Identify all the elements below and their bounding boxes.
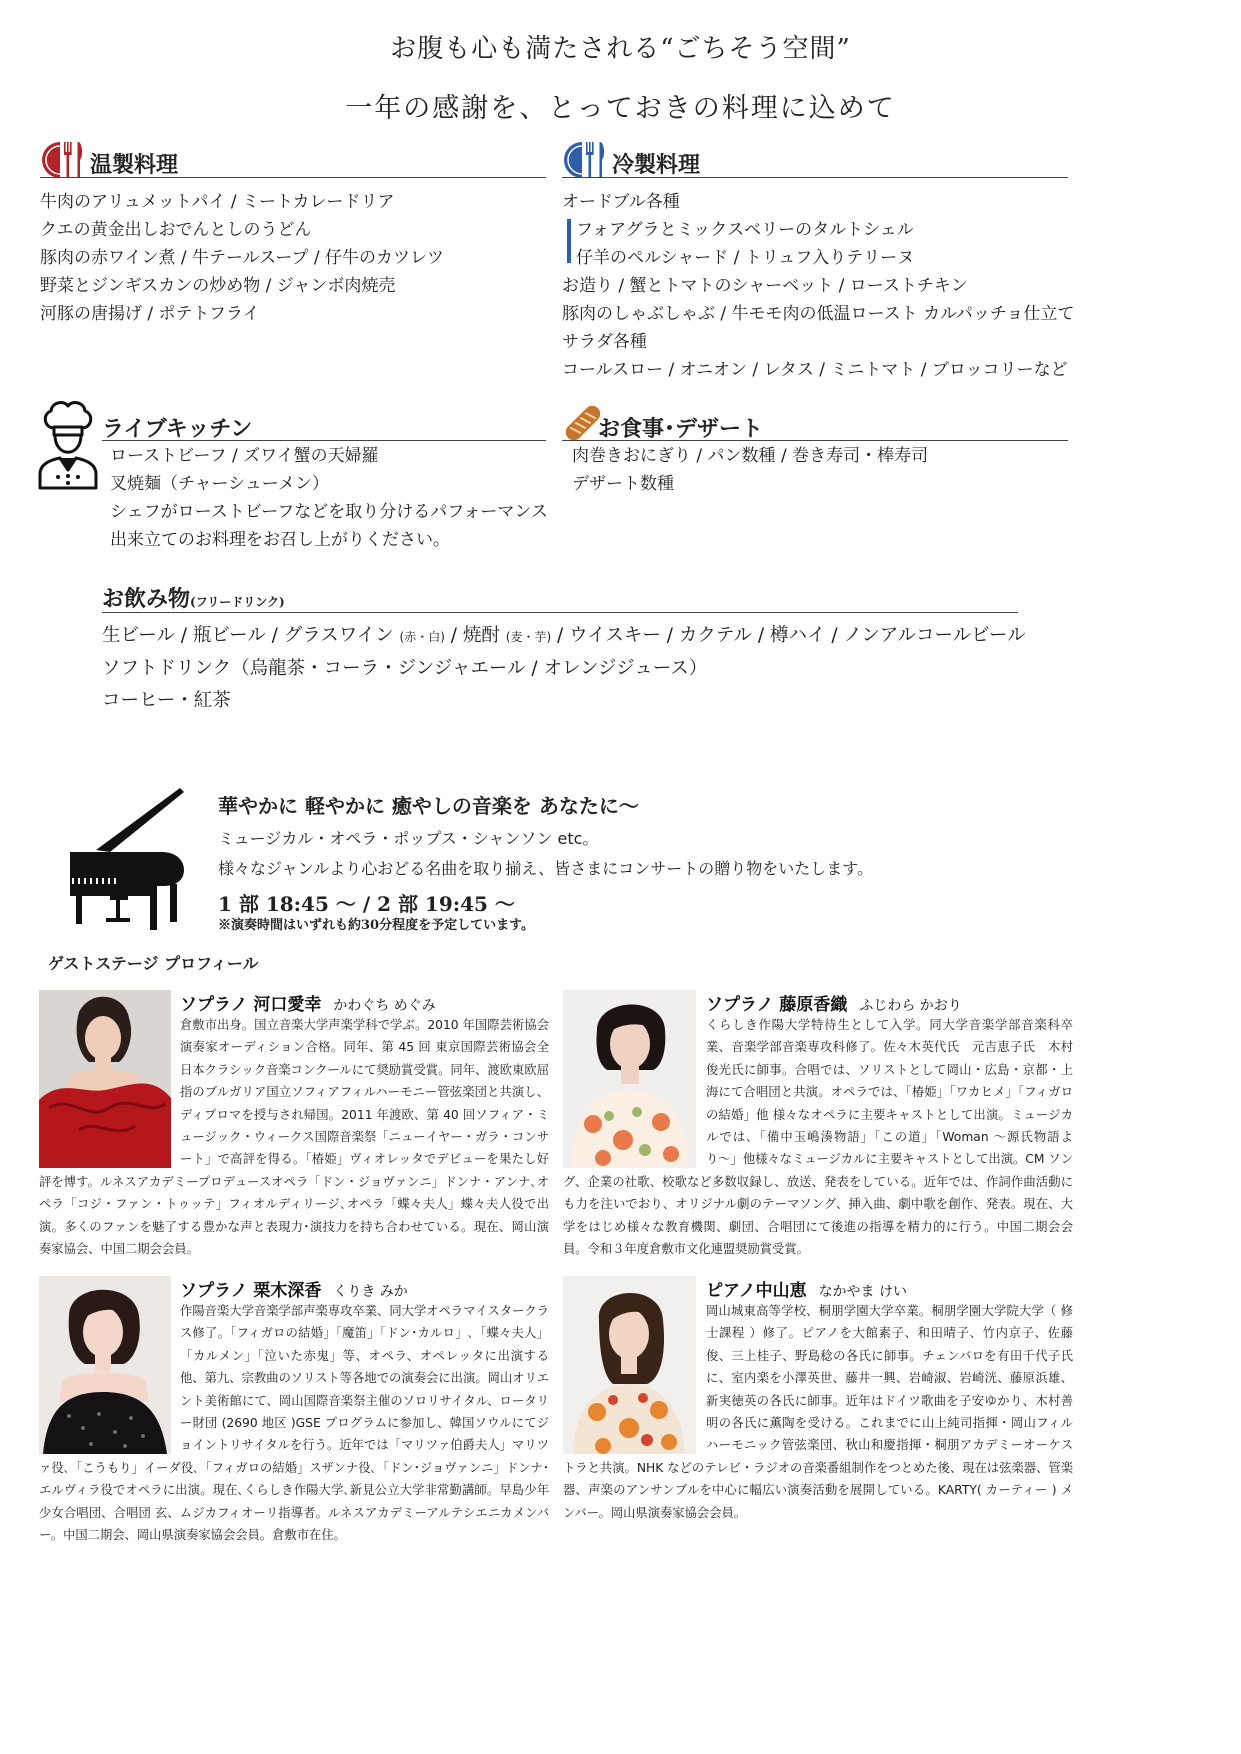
drinks-list <box>102 620 1026 717</box>
profile-name <box>180 1276 408 1301</box>
profile-name <box>706 990 962 1015</box>
list-item: 出来立てのお料理をお召し上がりください。 <box>110 530 450 550</box>
profile-role: ピアノ <box>706 1281 756 1301</box>
list-item: お造り / 蟹とトマトのシャーベット / ローストチキン <box>562 276 968 296</box>
profile-name-text: 栗木深香 <box>253 1281 322 1301</box>
profile-bio-text: 倉敷市出身。国立音楽大学声楽学科で学ぶ。2010 年国際芸術協会演奏家オーディション合格。同年、第 45 回 東京国際芸術協会全日本クラシック音楽コンクールにて奨励賞受賞。同年、渡欧東欧屈指のブルガリア国立ソフィアフィルハーモニー管弦楽団と共演し、ディプロマを授与され帰国。2011 年渡欧、第 40 回ソフィア・ミュージック・ウィークス国際音楽祭「ニューイヤー・ガラ・コンサート」で高評を得る。「椿姫」ヴィオレッタでデビューを果たし好評を博す。ルネスアカデミープロデュースオペラ「ドン・ジョヴァンニ」ドンナ・アンナ､オペラ「コジ・ファン・トゥッテ」フィオルディリージ､オペラ「蝶々夫人」蝶々夫人役で出演。多くのファンを魅了する豊かな声と表現力･演技力を持ち合わせている。現在、岡山演奏家協会、中国二期会会員。 <box>39 1018 549 1257</box>
grand-piano-icon <box>66 786 190 938</box>
list-item: デザート数種 <box>572 474 674 494</box>
profile-bio-text: くらしき作陽大学特待生として入学。同大学音楽学部音楽科卒業、音楽学部音楽専攻科修了。佐々木英代氏 元吉恵子氏 木村俊光氏に師事。合唱では、ソリストとして岡山・広島・京都・上海にて合唱団と共演。オペラでは、「椿姫」「ワカヒメ」「フィガロの結婚」他 様々なオペラに主要キャストとして出演。ミュージカルでは､「備中玉嶋湊物語」「この道」「Woman 〜源氏物語より〜」他様々なミュージカルに主要キャストとして出演。CM ソング、企業の社歌、校歌など多数収録し、放送、発表をしている。近年では、作詞作曲活動にも力を注いでおり、オリジナル劇のテーマソング、挿入曲、劇中歌を創作、発表。現在、大学をはじめ様々な教育機関、劇団、合唱団にて後進の指導を精力的に行う。中国二期会会員。令和３年度倉敷市文化連盟奨励賞受賞。 <box>563 1018 1073 1257</box>
live-kitchen-divider <box>102 440 546 441</box>
profile-bio-float <box>39 1014 549 1260</box>
profile-bio-float <box>563 1300 1073 1524</box>
chef-icon <box>36 398 100 490</box>
meal-dessert-divider <box>562 440 1068 441</box>
concert-title: 華やかに 軽やかに 癒やしの音楽を あなたに〜 <box>218 794 639 818</box>
blue-plate-cutlery-icon <box>562 140 610 180</box>
drinks-line-1-part: 生ビール / 瓶ビール / グラスワイン <box>102 625 400 646</box>
list-item: フォアグラとミックスベリーのタルトシェル <box>576 220 914 240</box>
list-item: 豚肉の赤ワイン煮 / 牛テールスープ / 仔牛のカツレツ <box>40 248 445 268</box>
live-kitchen-list <box>110 442 548 554</box>
profile-bio-float <box>563 1014 1073 1260</box>
list-item: コールスロー / オニオン / レタス / ミニトマト / ブロッコリーなど <box>562 360 1068 380</box>
drinks-title <box>102 582 285 613</box>
list-item: 豚肉のしゃぶしゃぶ / 牛モモ肉の低温ロースト カルパッチョ仕立て <box>562 304 1075 324</box>
meal-dessert-list <box>572 442 928 498</box>
profile-name <box>706 1276 907 1301</box>
list-item: 仔羊のペルシャード / トリュフ入りテリーヌ <box>576 248 915 268</box>
profile-name-text: 藤原香織 <box>779 995 848 1015</box>
profile-role: ソプラノ <box>180 995 248 1015</box>
drinks-line-1 <box>102 620 1026 653</box>
drinks-line-1-part: / 焼酎 <box>444 625 506 646</box>
concert-note: ※演奏時間はいずれも約30分程度を予定しています。 <box>218 918 535 933</box>
list-item: 河豚の唐揚げ / ポテトフライ <box>40 304 260 324</box>
sub-item-bar <box>567 219 571 263</box>
concert-description: 様々なジャンルより心おどる名曲を取り揃え、皆さまにコンサートの贈り物をいたします。 <box>218 859 873 878</box>
profile-bio-text: 岡山城東高等学校、桐朋学園大学卒業。桐朋学園大学院大学（ 修士課程 ）修了。ピアノを大館素子、和田晴子、竹内京子、佐藤俊、三上桂子、野島稔の各氏に師事。チェンバロを有田千代子氏に、室内楽を小澤英世、藤井一興、岩崎淑、岩崎洸、藤原浜雄、新実徳英の各氏に師事。近年はドイツ歌曲を子安ゆかり、木村善明の各氏に薫陶を受ける。これまでに山上純司指揮・岡山フィルハーモニック管弦楽団、秋山和慶指揮・桐朋アカデミーオーケストラと共演。NHK などのテレビ・ラジオの音楽番組制作をつとめた後、現在は弦楽器、管楽器、声楽のアンサンブルを中心に幅広い演奏活動を展開している。KARTY( カーティー ) メンバー。岡山県演奏家協会会員。 <box>563 1304 1073 1520</box>
list-item: サラダ各種 <box>562 332 647 352</box>
drinks-divider <box>102 612 1018 613</box>
drinks-line-3: コーヒー・紅茶 <box>102 690 231 711</box>
profile-name <box>180 990 436 1015</box>
headline-line-1: お腹も心も満たされる“ごちそう空間” <box>390 34 851 64</box>
concert-schedule: 1 部 18:45 〜 / 2 部 19:45 〜 <box>218 892 515 916</box>
profile-kana: くりき みか <box>333 1284 408 1300</box>
list-item: シェフがローストビーフなどを取り分けるパフォーマンス <box>110 502 548 522</box>
hot-dishes-list <box>40 188 444 328</box>
red-plate-cutlery-icon <box>40 140 88 180</box>
profile-kana: かわぐち めぐみ <box>333 998 436 1014</box>
profile-kana: なかやま けい <box>818 1284 908 1300</box>
list-item: ローストビーフ / ズワイ蟹の天婦羅 <box>110 446 379 466</box>
profile-role: ソプラノ <box>180 1281 248 1301</box>
meal-dessert-title: お食事･デザート <box>598 416 764 442</box>
profile-name-text: 中山恵 <box>755 1281 807 1301</box>
profile-name-text: 河口愛幸 <box>253 995 322 1015</box>
wine-note: (赤・白) <box>399 630 445 644</box>
list-item: 叉焼麺（チャーシューメン） <box>110 474 329 494</box>
cold-dishes-list <box>562 188 1074 384</box>
list-item: 肉巻きおにぎり / パン数種 / 巻き寿司・棒寿司 <box>572 446 929 466</box>
drinks-line-1-part: / ウイスキー / カクテル / 樽ハイ / ノンアルコールビール <box>551 625 1026 646</box>
list-item: 牛肉のアリュメットパイ / ミートカレードリア <box>40 192 395 212</box>
drinks-title-text: お飲み物 <box>102 586 191 612</box>
shochu-note: (麦・芋) <box>505 630 552 644</box>
cold-dishes-divider <box>562 177 1068 178</box>
drinks-title-note: (フリードリンク) <box>190 595 285 609</box>
list-item: 野菜とジンギスカンの炒め物 / ジャンボ肉焼売 <box>40 276 396 296</box>
live-kitchen-title: ライブキッチン <box>102 416 253 442</box>
profile-kana: ふじわら かおり <box>859 998 962 1014</box>
list-item: クエの黄金出しおでんとしのうどん <box>40 220 312 240</box>
list-item: オードブル各種 <box>562 192 680 212</box>
hot-dishes-title: 温製料理 <box>90 152 179 178</box>
concert-genres: ミュージカル・オペラ・ポップス・シャンソン etc。 <box>218 829 599 848</box>
guest-heading: ゲストステージ プロフィール <box>48 954 259 973</box>
hot-dishes-divider <box>40 177 546 178</box>
profile-bio-float <box>39 1300 549 1546</box>
profile-role: ソプラノ <box>706 995 774 1015</box>
headline-line-2: 一年の感謝を、とっておきの料理に込めて <box>345 93 896 124</box>
cold-dishes-title: 冷製料理 <box>612 152 701 178</box>
profile-bio-text: 作陽音楽大学音楽学部声楽専攻卒業、同大学オペラマイスタークラス修了。「フィガロの結婚」「魔笛」「ドン･カルロ」､「蝶々夫人」「カルメン」「泣いた赤鬼」等、オペラ、オペレッタに出演する他、第九、宗教曲のソリスト等各地での演奏会に出演。岡山オリエント美術館にて、岡山国際音楽祭主催のソロリサイタル、ロータリー財団 (2690 地区 )GSE プログラムに参加し、韓国ソウルにてジョイントリサイタルを行う。近年では「マリツァ伯爵夫人」マリツァ役､「こうもり」イーダ役､「フィガロの結婚」スザンナ役､「ドン･ジョヴァンニ」ドンナ･エルヴィラ役でオペラに出演。現在､くらしき作陽大学､新見公立大学非常勤講師。早島少年少女合唱団、合唱団 玄、ムジカフィオーリ指導者。ルネスアカデミーアルテシエニカメンバー。中国二期会、岡山県演奏家協会会員。倉敷市在住。 <box>39 1304 549 1543</box>
drinks-line-2: ソフトドリンク（烏龍茶・コーラ・ジンジャエール / オレンジジュース） <box>102 658 708 679</box>
